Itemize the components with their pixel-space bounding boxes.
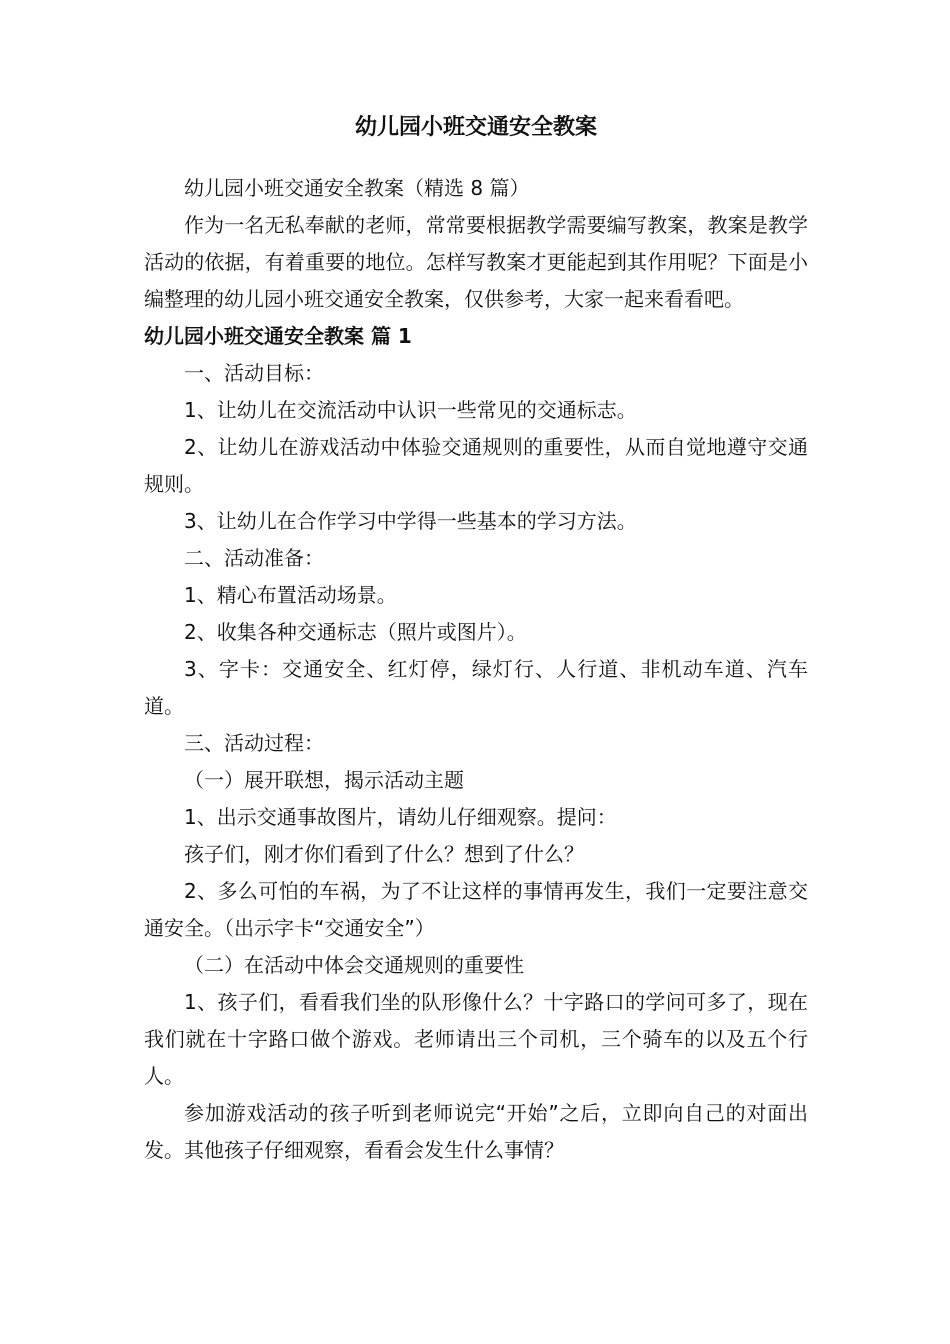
paragraph: 2、收集各种交通标志（照片或图片）。: [184, 620, 527, 644]
paragraph: 3、字卡：交通安全、红灯停，绿灯行、人行道、非机动车道、汽车道。: [144, 657, 808, 718]
paragraph: 参加游戏活动的孩子听到老师说完“开始”之后，立即向自己的对面出发。其他孩子仔细观察，看看会发生什么事情？: [144, 1101, 808, 1162]
document-content: [144, 108, 808, 1169]
paragraph: 一、活动目标：: [184, 361, 324, 385]
intro-paragraph: 作为一名无私奉献的老师，常常要根据教学需要编写教案，教案是教学活动的依据，有着重要的地位。怎样写教案才更能起到其作用呢？下面是小编整理的幼儿园小班交通安全教案，仅供参考，大家一起来看看吧。: [144, 213, 808, 311]
paragraph: 孩子们，刚才你们看到了什么？想到了什么？: [184, 842, 584, 866]
paragraph: （一）展开联想，揭示活动主题: [184, 768, 464, 792]
paragraph: 1、让幼儿在交流活动中认识一些常见的交通标志。: [184, 398, 637, 422]
section-heading: 幼儿园小班交通安全教案 篇 1: [144, 324, 412, 348]
paragraph: （二）在活动中体会交通规则的重要性: [184, 953, 524, 977]
paragraph: 三、活动过程：: [184, 731, 324, 755]
document-title: 幼儿园小班交通安全教案: [354, 115, 597, 140]
paragraph: 1、孩子们，看看我们坐的队形像什么？十字路口的学问可多了，现在我们就在十字路口做个游戏。老师请出三个司机，三个骑车的以及五个行人。: [144, 990, 808, 1088]
paragraph: 2、多么可怕的车祸，为了不让这样的事情再发生，我们一定要注意交通安全。（出示字卡“交通安全”）: [144, 879, 808, 940]
paragraph: 二、活动准备：: [184, 546, 324, 570]
paragraph: 1、精心布置活动场景。: [184, 583, 397, 607]
paragraph: 1、出示交通事故图片，请幼儿仔细观察。提问：: [184, 805, 617, 829]
document-subtitle: 幼儿园小班交通安全教案（精选 8 篇）: [184, 176, 530, 200]
paragraph: 2、让幼儿在游戏活动中体验交通规则的重要性，从而自觉地遵守交通规则。: [144, 435, 808, 496]
paragraph: 3、让幼儿在合作学习中学得一些基本的学习方法。: [184, 509, 637, 533]
